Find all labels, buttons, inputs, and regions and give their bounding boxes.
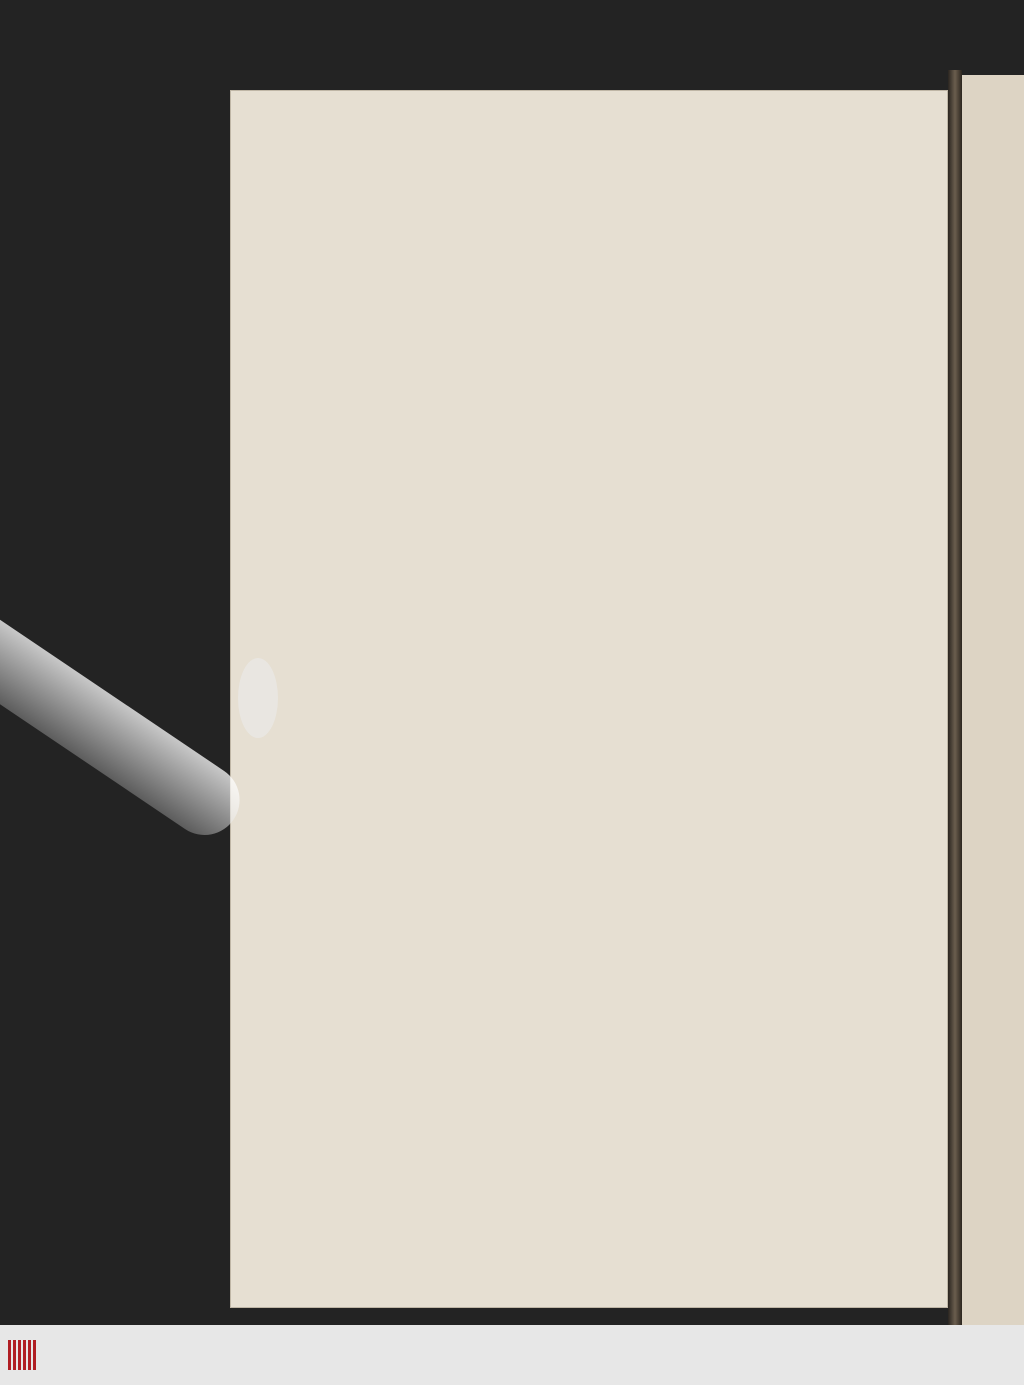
page-holder-clip-end — [238, 658, 278, 738]
hab-logo-icon — [8, 1340, 42, 1372]
facing-page — [962, 75, 1024, 1325]
book-page — [230, 90, 948, 1308]
book-spine — [948, 70, 962, 1325]
footer-bar — [0, 1325, 1024, 1385]
